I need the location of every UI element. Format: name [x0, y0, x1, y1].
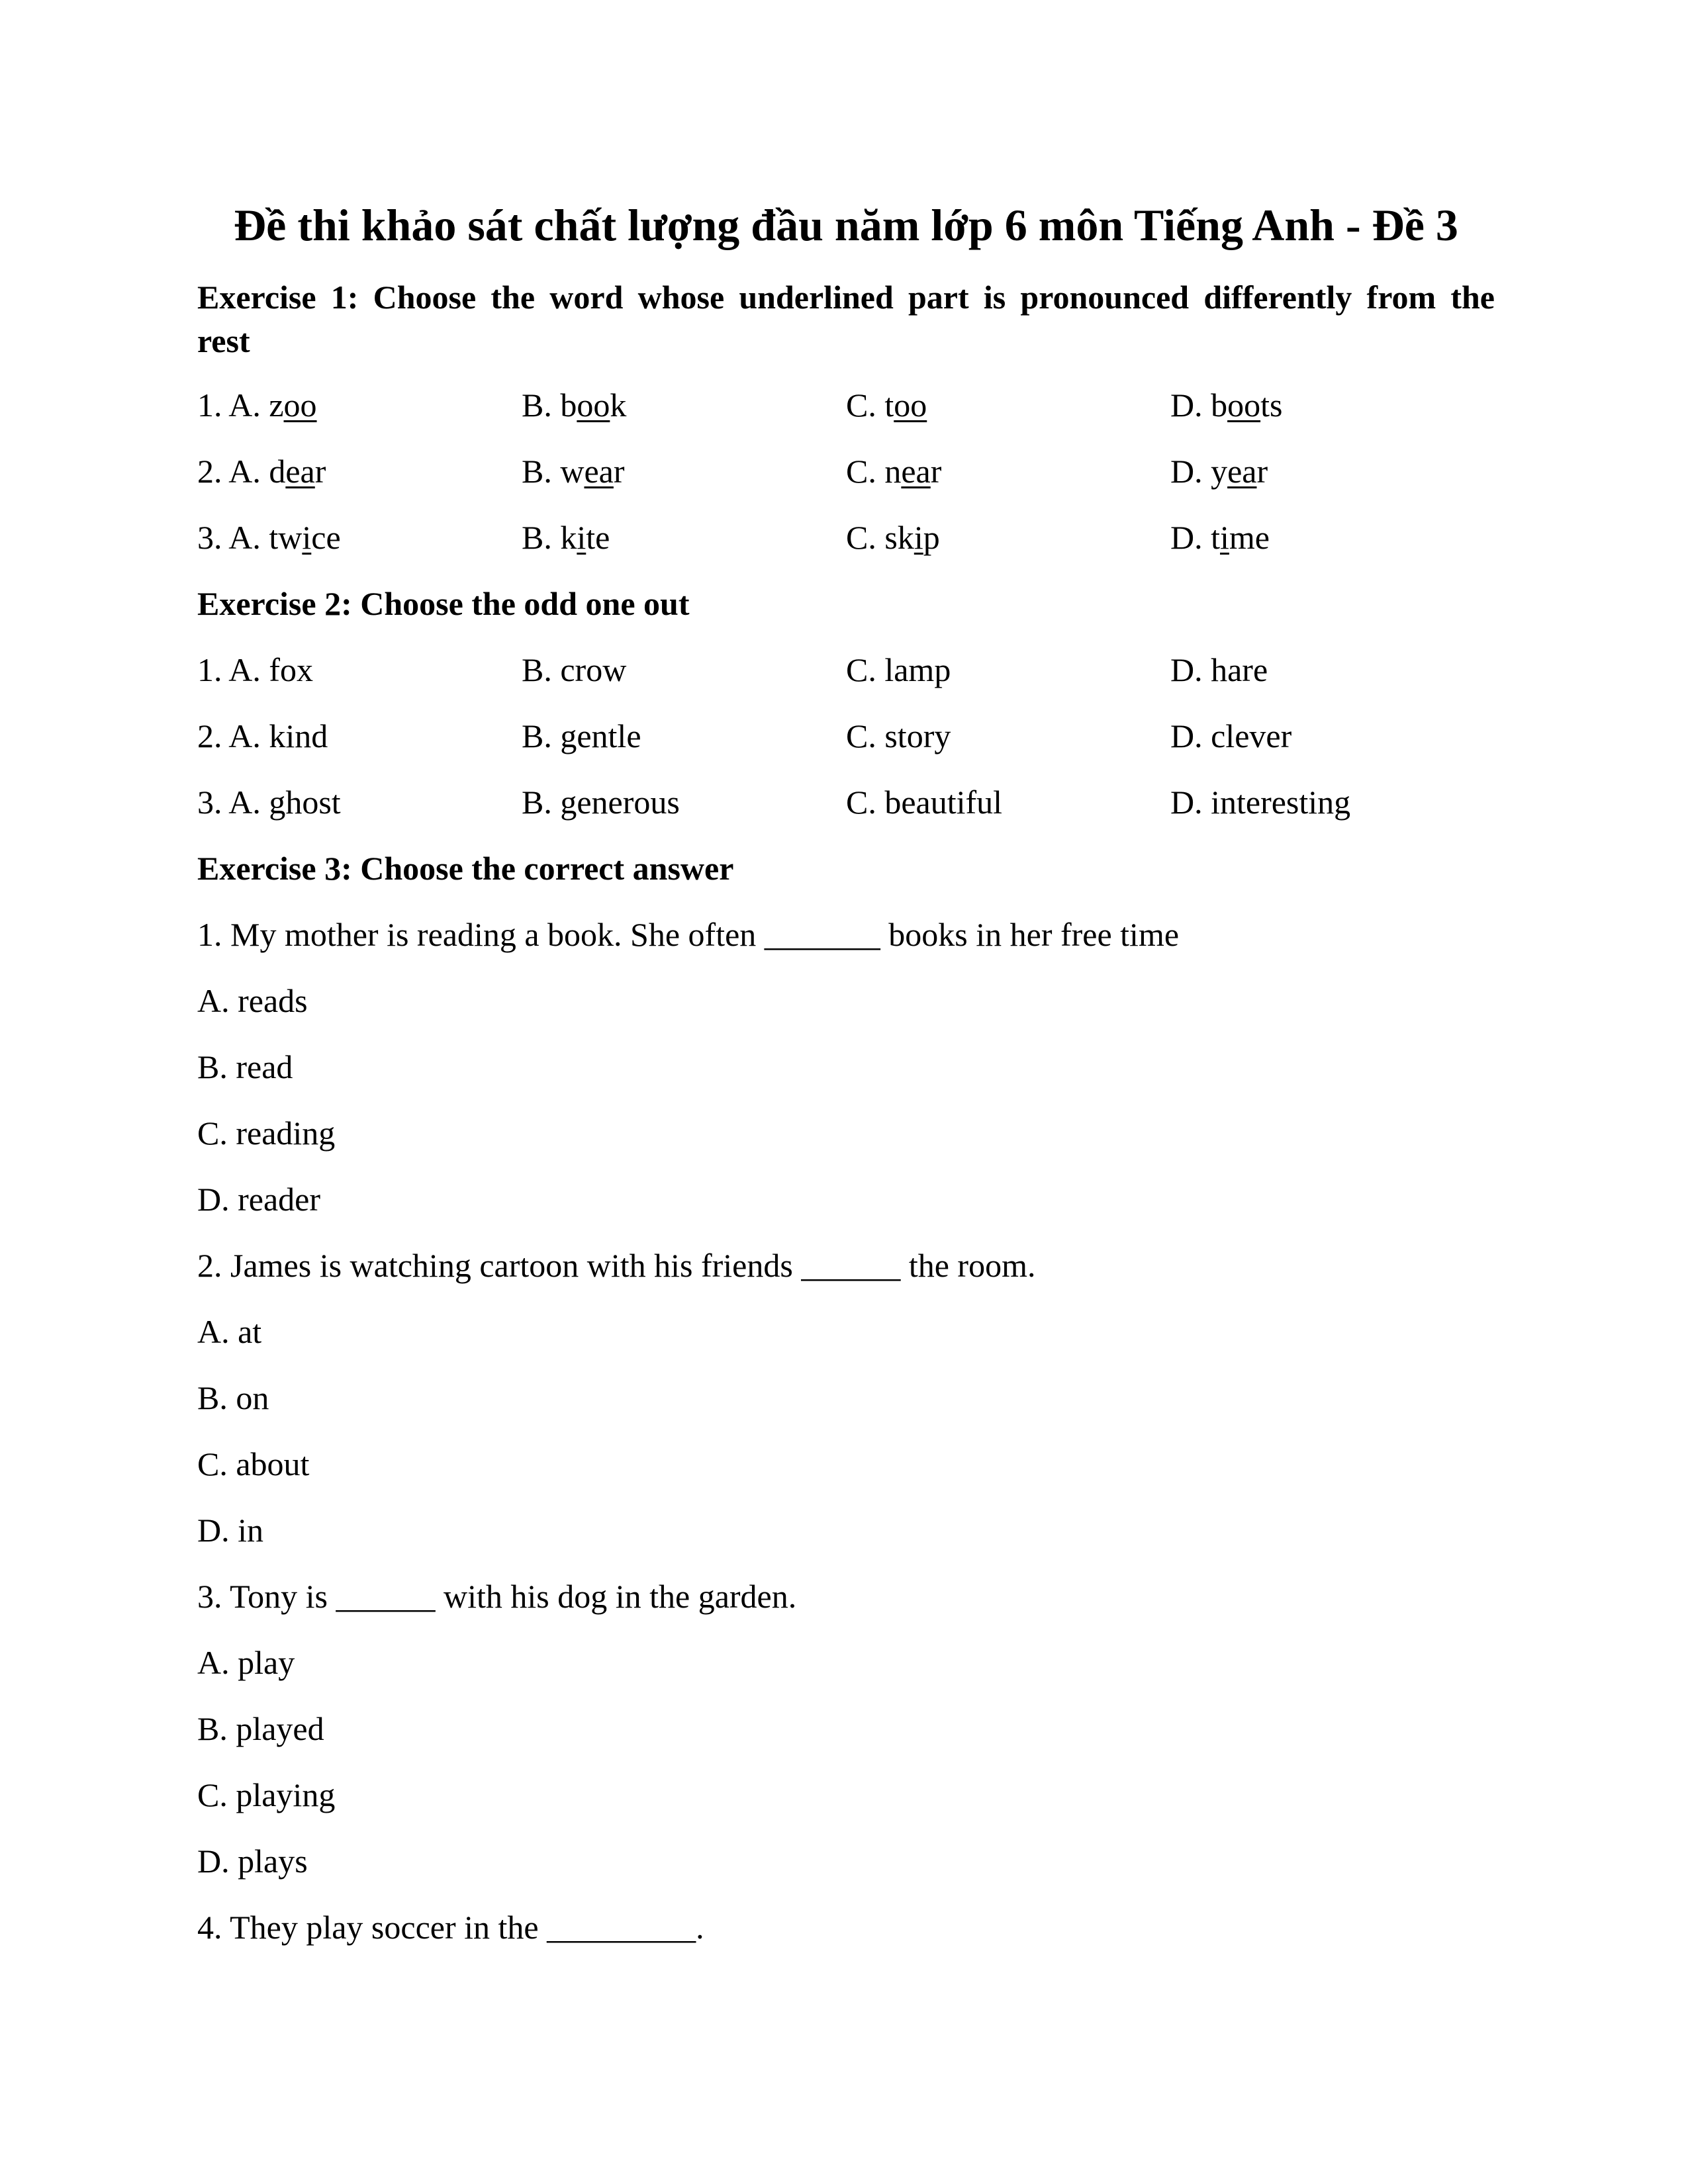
option-item: C. lamp [846, 651, 951, 688]
underlined-part: ea [584, 453, 614, 490]
exercise-2-row [197, 769, 1495, 835]
page-title: Đề thi khảo sát chất lượng đầu năm lớp 6 môn Tiếng Anh - Đề 3 [234, 200, 1458, 250]
option-text: r [613, 453, 625, 490]
exercise-2-heading: Exercise 2: Choose the odd one out [197, 585, 690, 622]
option-text: ce [311, 519, 341, 556]
option-text: ts [1260, 387, 1283, 424]
answer-option: D. plays [197, 1843, 308, 1880]
option-item [1170, 452, 1495, 490]
option-item: B. crow [522, 651, 627, 688]
option-item [1170, 386, 1495, 424]
option-item [197, 386, 522, 424]
exercise-1-row [197, 372, 1495, 438]
question-text: 4. They play soccer in the _________. [197, 1909, 704, 1946]
question-text: 3. Tony is ______ with his dog in the garden. [197, 1578, 797, 1615]
option-item: C. story [846, 717, 951, 754]
exercise-3-heading: Exercise 3: Choose the correct answer [197, 850, 734, 887]
answer-option: A. at [197, 1313, 262, 1350]
exercise-1-row [197, 504, 1495, 570]
question-text: 1. My mother is reading a book. She often _______ books in her free time [197, 916, 1180, 953]
exercise-3-questions [197, 901, 1495, 1960]
option-item [522, 452, 846, 490]
option-text: C. n [846, 453, 902, 490]
option-item [1170, 518, 1495, 557]
answer-option: A. reads [197, 982, 308, 1019]
underlined-part: i [914, 519, 923, 556]
option-item [522, 386, 846, 424]
option-item: D. hare [1170, 651, 1268, 688]
answer-option: D. reader [197, 1181, 320, 1218]
option-item [846, 386, 1170, 424]
option-item: D. clever [1170, 717, 1292, 754]
underlined-part: oo [894, 387, 927, 424]
option-text: D. t [1170, 519, 1220, 556]
option-text: D. b [1170, 387, 1228, 424]
underlined-part: i [1220, 519, 1229, 556]
option-item: B. generous [522, 784, 680, 821]
option-text: r [930, 453, 942, 490]
option-text: C. t [846, 387, 894, 424]
answer-option: B. read [197, 1048, 293, 1085]
option-item [197, 452, 522, 490]
option-item: D. interesting [1170, 784, 1351, 821]
underlined-part: ea [285, 453, 315, 490]
underlined-part: ea [901, 453, 931, 490]
option-item: 1. A. fox [197, 651, 313, 688]
option-text: B. k [522, 519, 577, 556]
option-text: 1. A. z [197, 387, 284, 424]
option-text: B. w [522, 453, 585, 490]
document-page [197, 192, 1495, 1960]
exercise-1-options [197, 372, 1495, 570]
option-item [197, 518, 522, 557]
answer-option: C. about [197, 1445, 310, 1482]
answer-option: C. reading [197, 1115, 336, 1152]
underlined-part: i [302, 519, 312, 556]
exercise-2-options [197, 637, 1495, 835]
option-item: B. gentle [522, 717, 641, 754]
underlined-part: oo [577, 387, 610, 424]
option-text: 2. A. d [197, 453, 286, 490]
option-text: te [586, 519, 610, 556]
answer-option: D. in [197, 1512, 263, 1549]
option-item: C. beautiful [846, 784, 1003, 821]
option-text: B. b [522, 387, 577, 424]
option-text: D. y [1170, 453, 1228, 490]
exercise-2-row [197, 637, 1495, 703]
option-text: k [610, 387, 627, 424]
underlined-part: oo [1227, 387, 1261, 424]
option-text: r [1256, 453, 1268, 490]
underlined-part: oo [283, 387, 317, 424]
option-item: 2. A. kind [197, 717, 328, 754]
answer-option: B. played [197, 1710, 324, 1747]
exercise-2-row [197, 703, 1495, 769]
underlined-part: i [577, 519, 586, 556]
option-text: C. sk [846, 519, 914, 556]
option-item [846, 518, 1170, 557]
option-text: me [1229, 519, 1270, 556]
answer-option: C. playing [197, 1776, 336, 1813]
exercise-1-row [197, 438, 1495, 504]
option-text: 3. A. tw [197, 519, 303, 556]
exercise-1-heading: Exercise 1: Choose the word whose underlined part is pronounced differently from the rest [197, 279, 1495, 359]
option-text: p [923, 519, 940, 556]
option-text: r [314, 453, 326, 490]
answer-option: A. play [197, 1644, 295, 1681]
question-text: 2. James is watching cartoon with his friends ______ the room. [197, 1247, 1036, 1284]
option-item [846, 452, 1170, 490]
option-item [522, 518, 846, 557]
underlined-part: ea [1227, 453, 1257, 490]
option-item: 3. A. ghost [197, 784, 341, 821]
answer-option: B. on [197, 1379, 269, 1416]
